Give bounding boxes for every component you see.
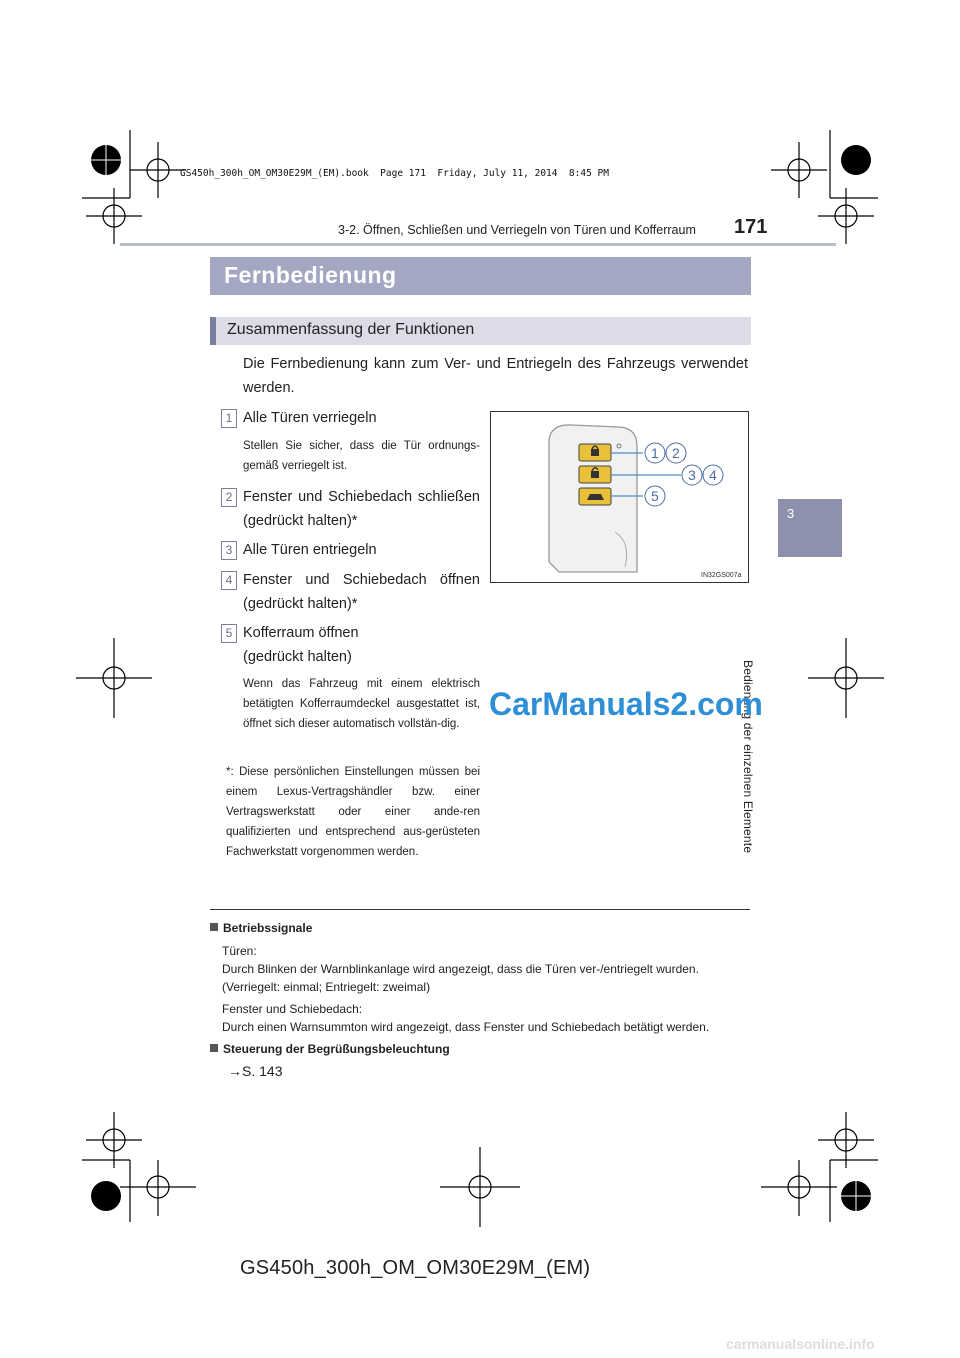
callout-1: 1 bbox=[651, 445, 659, 461]
carmanuals-watermark: CarManuals2.com bbox=[489, 686, 763, 722]
item-number-5: 5 bbox=[221, 624, 237, 643]
callout-5: 5 bbox=[651, 488, 659, 504]
windows-text: Durch einen Warnsummton wird angezeigt, dass Fenster und Schiebedach betätigt werden. bbox=[222, 1020, 710, 1034]
header-rule bbox=[120, 243, 836, 246]
item-1-text: Alle Türen verriegeln bbox=[243, 410, 377, 426]
item-3-text: Alle Türen entriegeln bbox=[243, 542, 377, 558]
windows-label: Fenster und Schiebedach: bbox=[222, 1002, 363, 1016]
item-number-3: 3 bbox=[221, 541, 237, 560]
info-heading-signals: Betriebssignale bbox=[210, 919, 312, 937]
item-number-4: 4 bbox=[221, 571, 237, 590]
page-number: 171 bbox=[734, 216, 768, 238]
callout-2: 2 bbox=[672, 445, 680, 461]
book-info-line: GS450h_300h_OM_OM30E29M_(EM).book Page 171 Friday, July 11, 2014 8:45 PM bbox=[180, 168, 609, 179]
item-number-1: 1 bbox=[221, 409, 237, 428]
item-4-text: Fenster und Schiebedach öffnen (gedrückt halten)* bbox=[243, 572, 480, 612]
item-number-2: 2 bbox=[221, 488, 237, 507]
subtitle: Zusammenfassung der Funktionen bbox=[227, 321, 475, 338]
figure-code: IN32GS007a bbox=[701, 572, 742, 579]
chapter-number: 3 bbox=[787, 506, 795, 521]
square-bullet-icon bbox=[210, 923, 218, 931]
key-fob-illustration bbox=[491, 412, 748, 582]
page-reference-link[interactable]: →S. 143 bbox=[228, 1063, 283, 1079]
info-heading-lighting: Steuerung der Begrüßungsbeleuchtung bbox=[210, 1040, 450, 1058]
subtitle-bar bbox=[210, 317, 751, 345]
section-separator bbox=[210, 909, 750, 910]
square-bullet-icon bbox=[210, 1044, 218, 1052]
page-title-bar bbox=[210, 257, 751, 295]
doors-text: Durch Blinken der Warnblinkanlage wird angezeigt, dass die Türen ver-/entriegelt wurden. (Verriegelt: einmal; Entriegelt: zweimal) bbox=[222, 962, 699, 994]
item-5-text: Kofferraum öffnen (gedrückt halten) bbox=[243, 625, 359, 665]
site-watermark: carmanualsonline.info bbox=[726, 1336, 875, 1352]
item-1-note: Stellen Sie sicher, dass die Tür ordnungs-gemäß verriegelt ist. bbox=[243, 440, 480, 472]
key-fob-figure bbox=[490, 411, 749, 583]
chapter-title-vertical: Bedienung der einzelnen Elemente bbox=[741, 660, 755, 854]
callout-4: 4 bbox=[709, 467, 717, 483]
intro-paragraph: Die Fernbedienung kann zum Ver- und Entriegeln des Fahrzeugs verwendet werden. bbox=[243, 356, 748, 396]
chapter-tab bbox=[778, 499, 842, 557]
doors-label: Türen: bbox=[222, 944, 257, 958]
asterisk-footnote: *: Diese persönlichen Einstellungen müssen bei einem Lexus-Vertragshändler bzw. einer Vertragswerkstatt oder einer ande-ren qualifizierten und entsprechend aus-gerüsteten Fachwerkstatt vorgenommen werden. bbox=[226, 766, 480, 858]
page-title: Fernbedienung bbox=[224, 262, 397, 288]
callout-3: 3 bbox=[688, 467, 696, 483]
item-5-note: Wenn das Fahrzeug mit einem elektrisch betätigten Kofferraumdeckel ausgestattet ist, öffnet sich dieser automatisch vollstän-dig. bbox=[243, 678, 480, 730]
item-2-text: Fenster und Schiebedach schließen (gedrückt halten)* bbox=[243, 489, 480, 529]
section-heading: 3-2. Öffnen, Schließen und Verriegeln von Türen und Kofferraum bbox=[338, 223, 696, 237]
document-footer: GS450h_300h_OM_OM30E29M_(EM) bbox=[240, 1257, 591, 1279]
